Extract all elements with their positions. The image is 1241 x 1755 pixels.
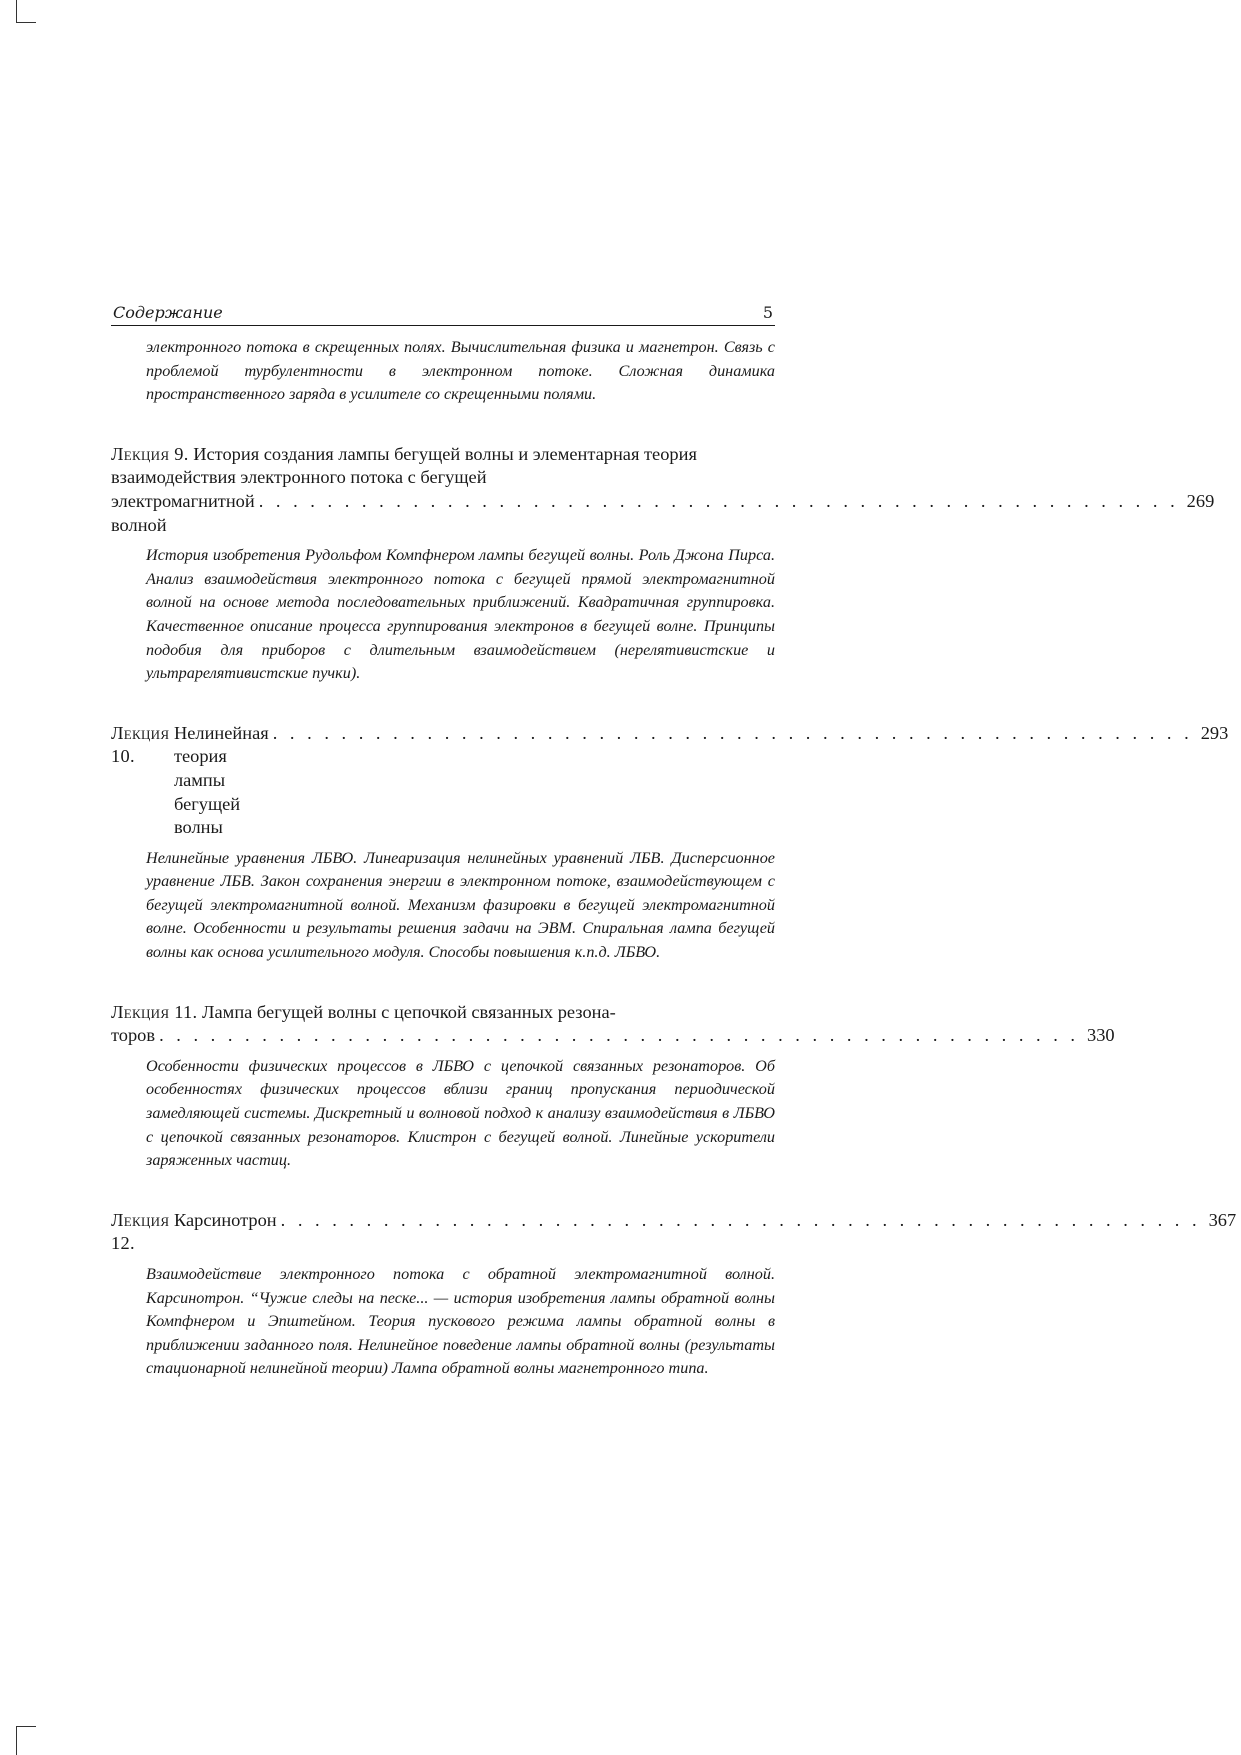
toc-entry[interactable] <box>111 722 1229 840</box>
lecture-title-end: торов <box>111 1025 156 1046</box>
lecture-entry-11 <box>111 1001 1115 1173</box>
dot-leader: . . . . . . . . . . . . . . . . . . . . . . . . . . . . . . . . . . . . . . . . . . . . . . . . . . . . . . <box>159 1025 1080 1046</box>
lecture-label: Лекция 9. <box>111 443 189 464</box>
dot-leader: . . . . . . . . . . . . . . . . . . . . . . . . . . . . . . . . . . . . . . . . . . . . . . . . . . . . . . <box>280 1209 1201 1230</box>
lecture-title-start: Лампа бегущей волны с цепочкой связанных резона- <box>202 1001 616 1022</box>
entry-last-line <box>111 1209 1237 1256</box>
entry-page-number: 330 <box>1087 1025 1115 1046</box>
lecture-label: Лекция 11. <box>111 1001 198 1022</box>
entry-last-line <box>111 1024 1115 1048</box>
dot-leader: . . . . . . . . . . . . . . . . . . . . . . . . . . . . . . . . . . . . . . . . . . . . . . . . . . . . . . <box>258 490 1179 511</box>
lecture-entry-9 <box>111 443 1215 686</box>
running-head <box>111 303 775 326</box>
lecture-description: Особенности физических процессов в ЛБВО с цепочкой связанных резонаторов. Об особенностях физических процессов вблизи границ пропускания периодической замедляющей системы. Дискретный и волновой подход к анализу взаимодействия в ЛБВО с цепочкой связанных резонаторов. Клистрон с бегущей волной. Линейные ускорители заряженных частиц. <box>146 1056 775 1170</box>
entry-last-line <box>111 490 1215 537</box>
toc-entry[interactable] <box>111 1209 1237 1256</box>
crop-mark-top-horizontal <box>16 22 36 23</box>
crop-mark-bottom-vertical <box>16 1726 17 1755</box>
lecture-entry-12 <box>111 1209 1237 1381</box>
toc-entry[interactable] <box>111 1001 1115 1048</box>
lecture-description: Нелинейные уравнения ЛБВО. Линеаризация нелинейных уравнений ЛБВ. Дисперсионное уравнение ЛБВ. Закон сохранения энергии в электронном потоке, взаимодействующем с бегущей электромагнитной волной. Механизм фазировки в бегущей электромагнитной волне. Особенности и результаты решения задачи на ЭВМ. Спиральная лампа бегущей волны как основа усилительного модуля. Способы повышения к.п.д. ЛБВО. <box>146 848 775 962</box>
entry-page-number: 269 <box>1186 490 1215 511</box>
dot-leader: . . . . . . . . . . . . . . . . . . . . . . . . . . . . . . . . . . . . . . . . . . . . . . . . . . . . . . <box>272 722 1193 743</box>
crop-mark-bottom-horizontal <box>16 1726 36 1727</box>
lecture-title-end: электромагнитной волной <box>111 490 255 535</box>
entry-last-line <box>111 722 1229 840</box>
entry-page-number: 367 <box>1208 1209 1237 1230</box>
intro-description: электронного потока в скрещенных полях. Вычислительная физика и магнетрон. Связь с проблемой турбулентности в электронном потоке. Сложная динамика пространственного заряда в усилителе со скрещенными полями. <box>146 338 775 404</box>
page-number: 5 <box>762 303 773 322</box>
running-head-title: Содержание <box>113 303 223 322</box>
lecture-description: Взаимодействие электронного потока с обратной электромагнитной волной. Карсинотрон. “Чужие следы на песке... — история изобретения лампы обратной волны Компфнером и Эпштейном. Теория пускового режима лампы обратной волны в приближении заданного поля. Нелинейное поведение лампы обратной волны (результаты стационарной нелинейной теории) Лампа обратной волны магнетронного типа. <box>146 1265 775 1378</box>
contents-page <box>111 303 1237 1381</box>
lecture-title-end: Нелинейная теория лампы бегущей волны <box>173 722 269 838</box>
lecture-label: Лекция 10. <box>111 722 170 767</box>
lecture-title-end: Карсинотрон <box>173 1209 277 1230</box>
lecture-label: Лекция 12. <box>111 1209 170 1254</box>
entry-page-number: 293 <box>1200 722 1229 743</box>
lecture-title-start: История создания лампы бегущей волны и элементарная теория взаимодействия электронного потока с бегущей <box>111 443 697 488</box>
lecture-entry-10 <box>111 722 1229 965</box>
crop-mark-top-vertical <box>16 0 17 22</box>
lecture-description: История изобретения Рудольфом Компфнером лампы бегущей волны. Роль Джона Пирса. Анализ взаимодействия электронного потока с бегущей прямой электромагнитной волной на основе метода последовательных приближений. Квадратичная группировка. Качественное описание процесса группирования электронов в бегущей волне. Принципы подобия для приборов с длительным взаимодействием (нерелятивистские и ультрарелятивистские пучки). <box>146 546 775 683</box>
toc-entry[interactable] <box>111 443 1215 537</box>
